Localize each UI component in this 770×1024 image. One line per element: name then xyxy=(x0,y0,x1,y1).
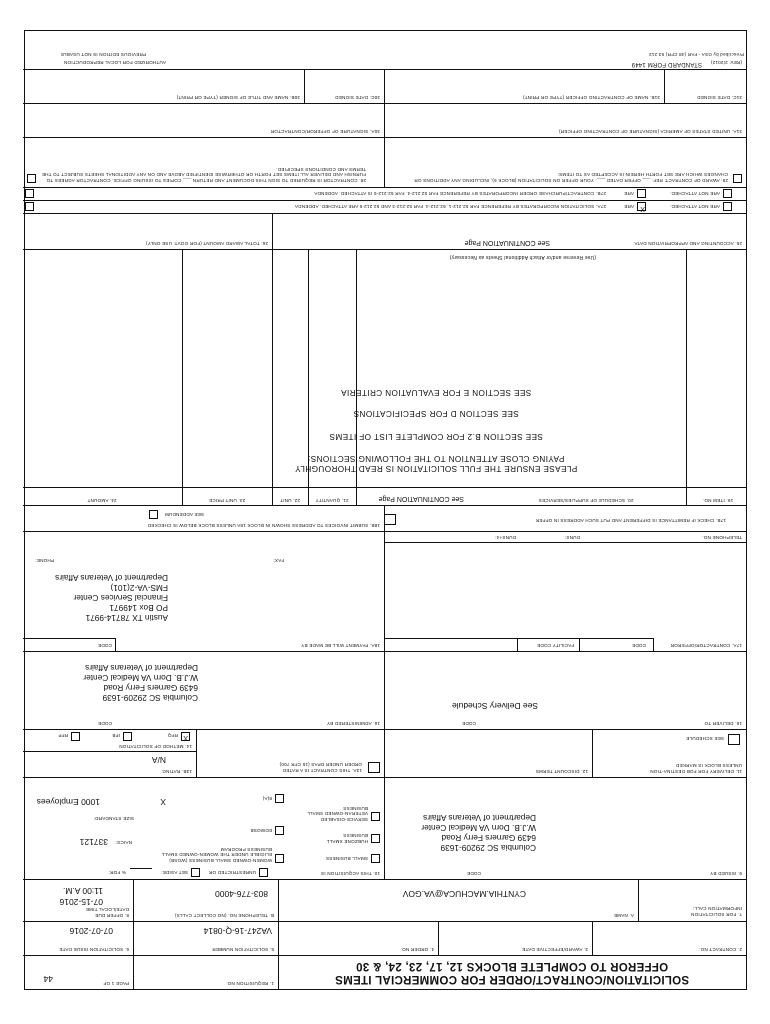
admin-line: 6439 Garners Ferry Road xyxy=(103,683,198,693)
27a-x-mark: X xyxy=(640,205,645,212)
unit-price-label: 23. UNIT PRICE xyxy=(208,498,246,503)
rated-order-checkbox[interactable] xyxy=(368,762,380,773)
payment-code-divider xyxy=(115,639,116,651)
discount-terms-block xyxy=(384,729,592,777)
delivery-fob-block xyxy=(592,729,746,777)
clause-27b-block xyxy=(23,187,746,200)
issued-by-label: 9. ISSUED BY xyxy=(709,871,742,876)
27b-are-label: ARE xyxy=(623,191,634,196)
payment-label: 18A. PAYMENT WILL BE MADE BY xyxy=(301,643,380,648)
sig-us-block xyxy=(384,103,746,137)
27b-right-checkbox[interactable] xyxy=(25,189,34,198)
27b-text: 27B. CONTRACT/PURCHASE ORDER INCORPORATES BY REFERENCE FAR 52.212-4. FAR 52.212-5 IS ATTACHED. ADDENDA xyxy=(314,191,606,196)
contractor-sign-block xyxy=(23,137,384,187)
contact-phone-label: B. TELEPHONE NO. (NO COLLECT CALLS) xyxy=(174,913,274,918)
items-body-col2 xyxy=(356,249,686,487)
requisition-block xyxy=(133,955,278,989)
payment-address xyxy=(55,573,168,623)
27a-are-label: ARE xyxy=(623,204,634,209)
27b-are-checkbox[interactable] xyxy=(637,189,646,198)
duns-label: DUNS: xyxy=(564,535,580,540)
edwosb-checkbox[interactable] xyxy=(275,826,284,835)
remittance-label: 17B. CHECK IF REMITTANCE IS DIFFERENT AND PUT SUCH ADDRESS IN OFFER xyxy=(535,518,726,523)
accounting-label: 25. ACCOUNTING AND APPROPRIATION DATA xyxy=(634,241,742,246)
contract-no-block xyxy=(592,921,746,955)
issue-date-label: 6. SOLICITATION ISSUE DATE xyxy=(59,947,129,952)
payment-code-label-right: CODE xyxy=(97,643,112,648)
page-total: 44 xyxy=(43,974,53,984)
rfp-label: RFP xyxy=(58,733,68,738)
8a-checkbox[interactable] xyxy=(275,794,284,803)
instruction-eval: SEE SECTION E FOR EVALUATION CRITERIA xyxy=(340,388,532,397)
size-standard-label: SIZE STANDARD: xyxy=(93,816,134,821)
see-addendum-checkbox[interactable] xyxy=(149,510,158,519)
unrestricted-label: UNRESTRICTED OR xyxy=(208,870,256,875)
payment-line: Austin TX 78714-9971 xyxy=(85,613,168,623)
page-label: PAGE 1 OF xyxy=(103,981,129,986)
fax-label: FAX: xyxy=(273,558,284,563)
administered-by-code-label: CODE xyxy=(97,721,112,726)
schedule-header xyxy=(356,487,686,505)
acquisition-block xyxy=(23,777,384,879)
percent-for-label: % FOR: xyxy=(108,870,126,875)
issued-by-block xyxy=(384,777,746,879)
payment-block xyxy=(23,531,384,651)
remittance-checkbox[interactable] xyxy=(384,514,396,525)
footer-previous: PREVIOUS EDITION IS NOT USABLE xyxy=(60,52,146,57)
footer xyxy=(23,31,746,67)
info-call-block xyxy=(638,879,746,921)
discount-terms-label: 12. DISCOUNT TERMS xyxy=(535,769,588,774)
unit-label: 22. UNIT xyxy=(280,498,300,503)
solicitation-no-value: VA247-16-Q-0814 xyxy=(203,926,272,936)
see-schedule-checkbox[interactable] xyxy=(728,734,740,745)
27a-right-checkbox[interactable] xyxy=(25,202,34,211)
solicitation-no-block xyxy=(133,921,278,955)
unit-header xyxy=(272,487,308,505)
contact-name-label: A. NAME xyxy=(613,913,634,918)
rfp-checkbox[interactable] xyxy=(71,732,80,741)
27a-are-not-checkbox[interactable] xyxy=(723,202,732,211)
solicitation-no-label: 5. SOLICITATION NUMBER xyxy=(212,947,274,952)
instruction-please: PLEASE ENSURE THE FULL SOLICITATION IS READ THOROUGHLY xyxy=(294,464,578,473)
percent-blank[interactable] xyxy=(130,868,152,869)
administered-by-block xyxy=(23,651,384,729)
method-block xyxy=(23,729,196,751)
order-no-label: 4. ORDER NO. xyxy=(400,947,434,952)
deliver-to-block xyxy=(384,651,746,729)
footer-rev: (REV. 2/2012) xyxy=(710,60,742,65)
admin-line: Department of Veterans Affairs xyxy=(85,663,198,673)
info-call-label: 7. FOR SOLICITATION INFORMATION CALL: xyxy=(690,906,742,917)
facility-divider-2 xyxy=(517,639,518,651)
total-award-label: 26. TOTAL AWARD AMOUNT (FOR GOVT. USE ONLY) xyxy=(145,241,268,246)
hubzone-label: HUBZONE SMALL BUSINESS xyxy=(326,833,368,844)
size-standard-value: 1000 Employees xyxy=(36,797,100,807)
rfq-x-mark: X xyxy=(183,734,188,741)
item-no-label: 19. ITEM NO. xyxy=(702,498,734,503)
award-text: 29. AWARD OF CONTRACT: REF. ___ OFFER DATED ___. YOUR OFFER ON SOLICITATION (BLOCK 5), INCLUDING ANY ADDITIONS OR CHANGES WHICH ARE SET FORTH HEREIN IS ACCEPTED AS TO ITEMS: xyxy=(414,172,728,183)
form-title-line1: SOLICITATION/CONTRACT/ORDER FOR COMMERCIAL ITEMS xyxy=(334,973,690,985)
reverse-note: (Use Reverse and/or Attach Additional Sheets as Necessary) xyxy=(449,254,596,260)
ifb-checkbox[interactable] xyxy=(123,732,132,741)
set-aside-x-mark: X xyxy=(160,797,166,807)
issue-date-block xyxy=(23,921,133,955)
wosb-checkbox[interactable] xyxy=(275,854,284,863)
payment-code-line xyxy=(23,638,116,639)
delivery-fob-label: 11. DELIVERY FOR FOB DESTINA-TION UNLESS BLOCK IS MARKED xyxy=(650,763,742,774)
items-body-col5 xyxy=(182,249,272,487)
admin-line: Columbia SC 29209-1639 xyxy=(102,693,198,703)
issued-by-code-label: CODE xyxy=(466,871,481,876)
name-co-label: 31B. NAME OF CONTRACTING OFFICER (TYPE OR PRINT) xyxy=(522,95,660,100)
payment-line: PO Box 149971 xyxy=(109,603,168,613)
see-addendum-label: SEE ADDENDUM xyxy=(164,512,204,517)
name-offeror-label: 30B. NAME AND TITLE OF SIGNER (TYPE OR PRINT) xyxy=(176,95,300,100)
schedule-value: See CONTINUATION Page xyxy=(378,495,464,502)
sf1449-form xyxy=(24,30,747,990)
payment-line: Department of Veterans Affairs xyxy=(55,573,168,583)
name-offeror-block xyxy=(23,69,304,103)
issued-by-line: Department of Veterans Affairs xyxy=(423,813,536,823)
phone-label: PHONE: xyxy=(35,558,54,563)
instruction-items: SEE SECTION B.2 FOR COMPLETE LIST OF ITEMS xyxy=(329,432,543,441)
invoice-block xyxy=(23,505,384,531)
offer-due-date: 07-15-2016 xyxy=(59,897,103,907)
contractor-label: 17A. CONTRACTOR/OFFEROR xyxy=(670,643,742,648)
contact-phone-block xyxy=(133,879,278,921)
name-co-block xyxy=(384,69,664,103)
administered-by-label: 16. ADMINISTERED BY xyxy=(326,721,380,726)
remittance-block xyxy=(384,505,746,531)
footer-authorized: AUTHORIZED FOR LOCAL REPRODUCTION xyxy=(63,60,166,65)
contact-phone-value: 803-776-4000 xyxy=(215,889,268,899)
naics-value: 337121 xyxy=(79,837,108,847)
date-offeror-label: 30C. DATE SIGNED xyxy=(335,95,380,100)
8a-label: 8(A) xyxy=(262,796,272,801)
contractor-block xyxy=(384,531,746,651)
27b-are-not-checkbox[interactable] xyxy=(723,189,732,198)
title-block xyxy=(278,955,746,989)
offer-due-block xyxy=(23,879,133,921)
set-aside-checkbox[interactable] xyxy=(191,868,200,877)
sdvosb-checkbox[interactable] xyxy=(371,812,380,821)
facility-divider xyxy=(579,639,580,651)
payment-line: FMS-VA-2(101) xyxy=(110,583,168,593)
rated-order-label: 13A. THIS CONTRACT IS A RATED ORDER UNDER DPAS (15 CFR 700) xyxy=(279,762,362,773)
naics-label: NAICS: xyxy=(115,840,132,845)
date-offeror-block xyxy=(304,69,384,103)
items-body-col6 xyxy=(23,249,182,487)
items-body-col4 xyxy=(272,249,308,487)
contractor-sign-text: 28. CONTRACTOR IS REQUIRED TO SIGN THIS DOCUMENT AND RETURN ___ COPIES TO ISSUING OFFICE. CONTRACTOR AGREES TO FURNISH AND DELIVER ALL ITEMS SET FORTH OR OTHERWISE IDENTIFIED ABOVE AND ON ANY ADDITIONAL SHEETS SUBJECT TO THE TERMS AND CONDITIONS SPECIFIED. xyxy=(41,166,366,183)
offer-due-label: 8. OFFER DUE DATE/LOCAL TIME xyxy=(85,907,129,918)
date-co-block xyxy=(664,69,746,103)
issued-by-line: W.J.B. Dorn VA Medical Center xyxy=(421,823,536,833)
instruction-specs: SEE SECTION D FOR SPECIFICATIONS xyxy=(353,409,519,418)
rating-label: 13B. RATING xyxy=(162,769,192,774)
telephone-label: TELEPHONE NO. xyxy=(702,535,742,540)
contact-name-block xyxy=(278,879,638,921)
issued-by-line: Columbia SC 29209-1639 xyxy=(440,843,536,853)
contractor-code-label: CODE xyxy=(631,643,646,648)
page-block xyxy=(23,955,133,989)
small-business-checkbox[interactable] xyxy=(371,854,380,863)
ifb-label: IFB xyxy=(112,733,120,738)
set-aside-label: SET ASIDE: xyxy=(161,870,188,875)
hubzone-checkbox[interactable] xyxy=(371,834,380,843)
sig-us-label: 31A. UNITED STATES OF AMERICA (SIGNATURE OF CONTRACTING OFFICER) xyxy=(558,129,742,134)
duns4-label: DUNS+4: xyxy=(495,535,516,540)
admin-line: W.J.B. Dorn VA Medical Center xyxy=(83,673,198,683)
27a-are-not-label: ARE NOT ATTACHED. xyxy=(669,204,720,209)
items-body-col1 xyxy=(686,249,746,487)
footer-form: STANDARD FORM 1449 xyxy=(631,61,702,67)
deliver-to-label: 15. DELIVER TO xyxy=(704,721,742,726)
method-label: 14. METHOD OF SOLICITATION xyxy=(119,744,192,749)
acquisition-label: 10. THIS ACQUISITION IS xyxy=(320,871,380,876)
instruction-paying: PAYING CLOSE ATTENTION TO THE FOLLOWING SECTIONS: xyxy=(307,454,565,463)
item-no-header xyxy=(686,487,746,505)
order-no-block xyxy=(278,921,438,955)
schedule-label: 20. SCHEDULE OF SUPPLIES/SERVICES xyxy=(538,498,634,503)
contact-name-value: CYNTHIA.MACHUCA@VA.GOV xyxy=(402,889,526,899)
form-title-line2: OFFEROR TO COMPLETE BLOCKS 12, 17, 23, 24, & 30 xyxy=(355,960,669,972)
offer-due-time: 11:00 A.M. xyxy=(62,886,103,896)
award-date-block xyxy=(438,921,592,955)
date-co-label: 31C. DATE SIGNED xyxy=(697,95,742,100)
rating-block xyxy=(23,751,196,777)
issued-by-address xyxy=(421,813,536,853)
telephone-row-line xyxy=(384,542,746,543)
payment-line: Financial Services Center xyxy=(73,593,168,603)
code-row-line xyxy=(384,638,654,639)
accounting-block xyxy=(272,213,746,249)
rating-value: N/A xyxy=(151,755,166,765)
issue-date-value: 07-07-2016 xyxy=(69,926,113,936)
accounting-value: See CONTINUATION Page xyxy=(464,239,550,246)
amount-header xyxy=(23,487,182,505)
contract-no-label: 2. CONTRACT NO. xyxy=(699,947,742,952)
small-business-label: SMALL BUSINESS xyxy=(325,856,368,861)
rated-order-block xyxy=(196,729,384,777)
edwosb-label: EDWOSB xyxy=(250,828,272,833)
issued-by-line: 6439 Garners Ferry Road xyxy=(441,833,536,843)
invoice-label: 18B. SUBMIT INVOICES TO ADDRESS SHOWN IN BLOCK 18A UNLESS BLOCK BELOW IS CHECKED xyxy=(147,523,380,528)
unit-price-header xyxy=(182,487,272,505)
sdvosb-label: SERVICE-DISABLED VETERAN-OWNED SMALL BUSINESS xyxy=(307,805,368,822)
wosb-label: WOMEN-OWNED SMALL BUSINESS (WOSB) ELIGIBLE UNDER THE WOMEN-OWNED SMALL BUSINESS PROGRAM xyxy=(161,846,272,863)
see-schedule-label: SEE SCHEDULE xyxy=(686,736,724,741)
requisition-label: 1. REQUISITION NO. xyxy=(225,981,274,986)
contractor-sign-checkbox[interactable] xyxy=(27,174,36,183)
quantity-label: 21. QUANTITY xyxy=(315,498,349,503)
unrestricted-checkbox[interactable] xyxy=(259,868,268,877)
footer-prescribed: Prescribed by GSA - FAR (48 CFR) 53.212 xyxy=(648,52,744,57)
deliver-to-code-label: CODE xyxy=(461,721,476,726)
code-divider xyxy=(653,639,654,651)
clause-27a-block xyxy=(23,200,746,213)
award-date-label: 3. AWARD/EFFECTIVE DATE xyxy=(522,947,588,952)
rfq-label: RFQ xyxy=(167,733,178,738)
27a-text: 27A. SOLICITATION INCORPORATES BY REFERENCE FAR 52.212-1, 52.212-4. FAR 52.212-3 AND 52.212-5 ARE ATTACHED. ADDENDA xyxy=(294,204,606,209)
amount-label: 24. AMOUNT xyxy=(87,498,117,503)
quantity-header xyxy=(308,487,356,505)
administered-by-address xyxy=(83,663,198,703)
total-award-block xyxy=(23,213,272,249)
facility-code-label: FACILITY CODE xyxy=(537,643,574,648)
items-body-col3 xyxy=(308,249,356,487)
deliver-to-value: See Delivery Schedule xyxy=(452,701,538,711)
27b-are-not-label: ARE NOT ATTACHED. xyxy=(669,191,720,196)
award-checkbox[interactable] xyxy=(733,174,742,183)
award-block xyxy=(384,137,746,187)
sig-offeror-label: 30A. SIGNATURE OF OFFEROR/CONTRACTOR xyxy=(270,129,380,134)
sig-offeror-block xyxy=(23,103,384,137)
